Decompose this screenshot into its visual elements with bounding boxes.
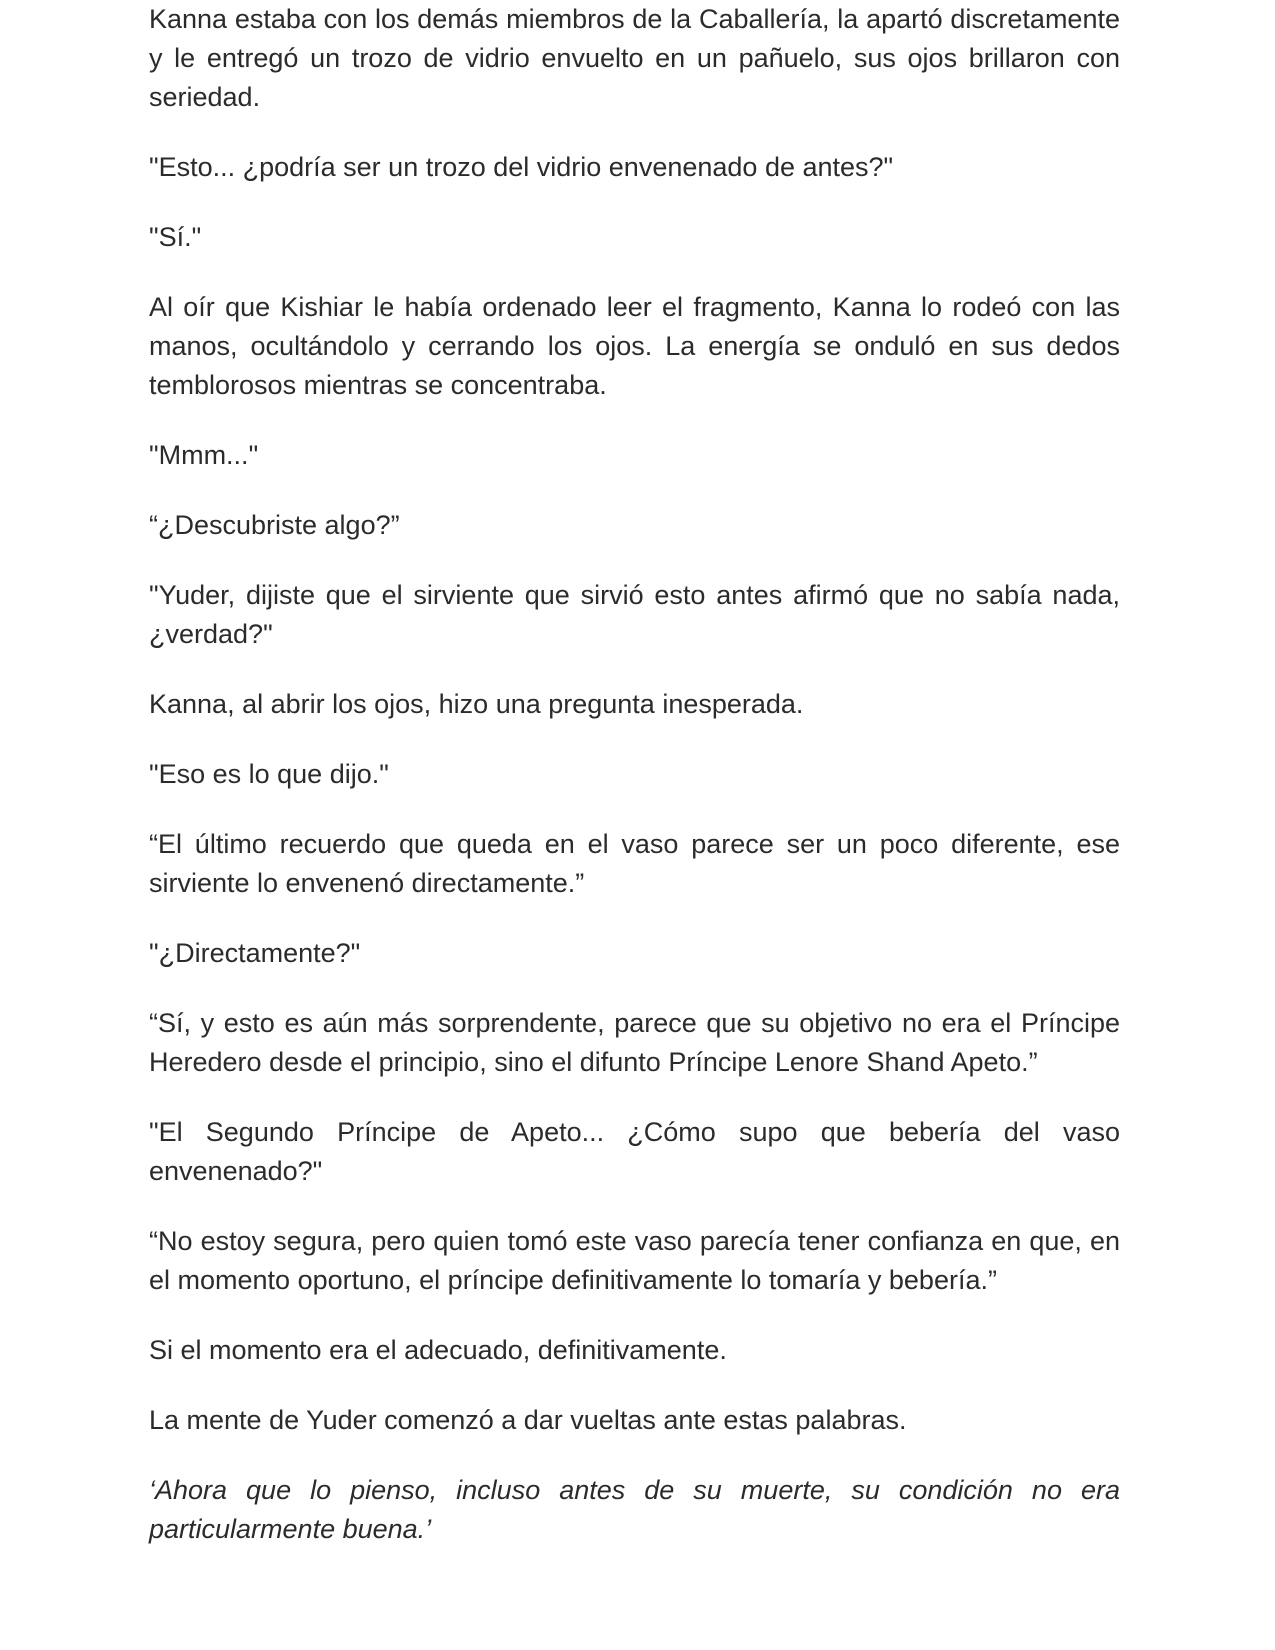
paragraph: Al oír que Kishiar le había ordenado leer el fragmento, Kanna lo rodeó con las manos, ocultándolo y cerrando los ojos. La energía se onduló en sus dedos temblorosos mientras se concentraba.: [149, 292, 1120, 400]
paragraph: Si el momento era el adecuado, definitivamente.: [149, 1335, 727, 1365]
paragraph: "Eso es lo que dijo.": [149, 759, 389, 789]
paragraph: Kanna, al abrir los ojos, hizo una pregunta inesperada.: [149, 689, 804, 719]
paragraph: “¿Descubriste algo?”: [149, 510, 400, 540]
paragraph: "Yuder, dijiste que el sirviente que sirvió esto antes afirmó que no sabía nada, ¿verdad?": [149, 580, 1120, 649]
paragraph: Kanna estaba con los demás miembros de la Caballería, la apartó discretamente y le entregó un trozo de vidrio envuelto en un pañuelo, sus ojos brillaron con seriedad.: [149, 4, 1120, 112]
paragraph: La mente de Yuder comenzó a dar vueltas ante estas palabras.: [149, 1405, 907, 1435]
paragraph: "Sí.": [149, 222, 202, 252]
paragraph: "Esto... ¿podría ser un trozo del vidrio envenenado de antes?": [149, 152, 894, 182]
paragraph: "¿Directamente?": [149, 938, 361, 968]
paragraph: “El último recuerdo que queda en el vaso parece ser un poco diferente, ese sirviente lo envenenó directamente.”: [149, 829, 1120, 898]
italic-paragraph: ‘Ahora que lo pienso, incluso antes de su muerte, su condición no era particularmente buena.’: [149, 1475, 1120, 1544]
paragraph: "Mmm...": [149, 440, 259, 470]
paragraph: “No estoy segura, pero quien tomó este vaso parecía tener confianza en que, en el momento oportuno, el príncipe definitivamente lo tomaría y bebería.”: [149, 1226, 1120, 1295]
document-body: [149, 0, 1120, 1580]
paragraph: “Sí, y esto es aún más sorprendente, parece que su objetivo no era el Príncipe Heredero desde el principio, sino el difunto Príncipe Lenore Shand Apeto.”: [149, 1008, 1120, 1077]
paragraph: "El Segundo Príncipe de Apeto... ¿Cómo supo que bebería del vaso envenenado?": [149, 1117, 1120, 1186]
